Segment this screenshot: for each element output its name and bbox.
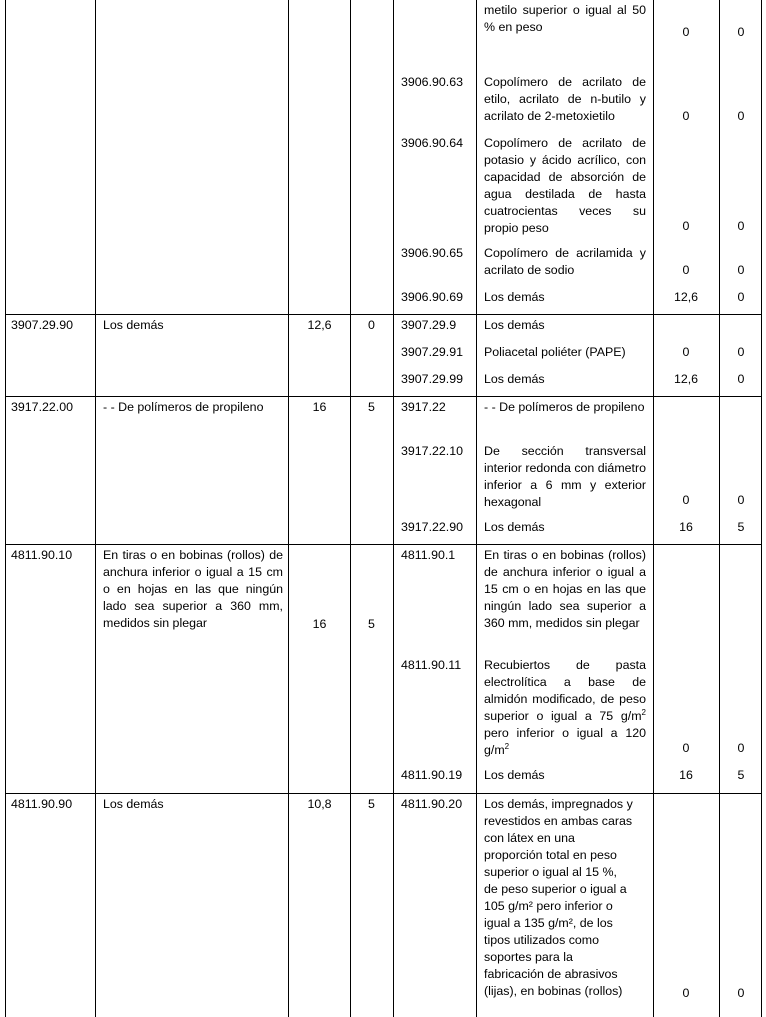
sub-code: 4811.90.1 xyxy=(401,548,456,562)
sub-description: - - De polímeros de propileno xyxy=(484,400,645,414)
sub-description: Los demás xyxy=(484,768,545,782)
desc-line: 105 g/m² pero inferior o xyxy=(484,899,613,913)
sub-rate: 12,6 xyxy=(673,290,699,304)
sub-rate: 0 xyxy=(682,345,690,359)
desc-line: soportes para la xyxy=(484,950,573,964)
grid-line xyxy=(393,0,394,1017)
sub-rate: 0 xyxy=(682,109,690,123)
main-code: 4811.90.10 xyxy=(11,548,73,562)
sub-code: 3906.90.64 xyxy=(401,136,464,150)
desc-line: tipos utilizados como xyxy=(484,933,600,947)
sub-margin: 0 xyxy=(737,493,745,507)
sub-rate: 16 xyxy=(679,520,693,534)
sub-code: 4811.90.11 xyxy=(401,658,462,672)
row-separator xyxy=(5,544,762,545)
main-margin: 5 xyxy=(368,797,375,811)
desc-line: revestidos en ambas caras xyxy=(484,814,633,828)
grid-line xyxy=(476,0,477,1017)
sub-code: 3906.90.65 xyxy=(401,246,464,260)
sub-rate: 0 xyxy=(682,219,690,233)
desc-line: superior o igual al 15 %, xyxy=(484,865,617,879)
desc-text: Recubiertos de pasta electrolítica a base de almidón modificado, de peso superior o igual a 75 xyxy=(484,658,646,723)
main-description: Los demás xyxy=(103,797,164,811)
superscript: 2 xyxy=(504,741,510,751)
sub-code: 3917.22 xyxy=(401,400,446,414)
desc-text: 120 g/m xyxy=(484,726,646,757)
sub-margin: 0 xyxy=(737,109,745,123)
main-rate: 10,8 xyxy=(307,797,332,811)
main-margin: 5 xyxy=(368,617,375,631)
sub-rate: 0 xyxy=(682,986,690,1000)
sub-rate: 0 xyxy=(682,25,690,39)
sub-margin: 0 xyxy=(737,986,745,1000)
superscript: 2 xyxy=(641,707,646,717)
main-description: Los demás xyxy=(103,318,164,332)
sub-code: 3907.29.9 xyxy=(401,318,457,332)
row-separator xyxy=(5,396,762,397)
sub-code: 3907.29.91 xyxy=(401,345,464,359)
grid-line xyxy=(350,0,351,1017)
row-separator xyxy=(5,314,762,315)
grid-line xyxy=(95,0,96,1017)
sub-margin: 0 xyxy=(737,372,745,386)
main-rate: 12,6 xyxy=(307,318,332,332)
sub-margin: 5 xyxy=(737,768,745,782)
main-margin: 0 xyxy=(368,318,375,332)
sub-code: 3906.90.63 xyxy=(401,75,464,89)
sub-code: 3907.29.99 xyxy=(401,372,464,386)
sub-description: En tiras o en bobinas (rollos) de anchura inferior o igual a 15 cm o en hojas en las que ningún lado sea superior a 360 mm, medidos sin plegar xyxy=(484,548,646,630)
desc-line: fabricación de abrasivos xyxy=(484,967,618,981)
sub-margin: 0 xyxy=(737,290,745,304)
main-description: En tiras o en bobinas (rollos) de anchura inferior o igual a 15 cm o en hojas en las que ningún lado sea superior a 360 mm, medidos sin plegar xyxy=(103,548,283,630)
sub-description: Poliacetal poliéter (PAPE) xyxy=(484,345,626,359)
sub-description: metilo superior o igual al 50 % en peso xyxy=(484,3,646,34)
sub-margin: 5 xyxy=(737,520,745,534)
sub-description: Copolímero de acrilamida y acrilato de sodio xyxy=(484,246,646,277)
sub-rate: 16 xyxy=(679,768,693,782)
main-code: 4811.90.90 xyxy=(11,797,73,811)
sub-description: Copolímero de acrilato de etilo, acrilato de n-butilo y acrilato de 2-metoxietilo xyxy=(484,75,646,123)
sub-margin: 0 xyxy=(737,263,745,277)
sub-description: De sección transversal interior redonda con diámetro inferior a 6 mm y exterior hexagonal xyxy=(484,444,646,509)
grid-line xyxy=(719,0,720,1017)
sub-margin: 0 xyxy=(737,219,745,233)
sub-margin: 0 xyxy=(737,345,745,359)
grid-line xyxy=(761,0,762,1017)
sub-code: 3917.22.10 xyxy=(401,444,464,458)
sub-rate: 0 xyxy=(682,741,690,755)
sub-description: Los demás xyxy=(484,290,545,304)
sub-description: Los demás xyxy=(484,520,545,534)
sub-rate: 0 xyxy=(682,263,690,277)
sub-margin: 0 xyxy=(737,741,745,755)
desc-line: igual a 135 g/m², de los xyxy=(484,916,613,930)
main-description: - - De polímeros de propileno xyxy=(103,400,264,414)
main-code: 3917.22.00 xyxy=(11,400,74,414)
sub-code: 4811.90.19 xyxy=(401,768,463,782)
desc-line: proporción total en peso xyxy=(484,848,617,862)
sub-description xyxy=(484,796,646,1000)
desc-text: g/m xyxy=(620,709,642,723)
main-rate: 16 xyxy=(312,617,327,631)
sub-margin: 0 xyxy=(737,25,745,39)
main-margin: 5 xyxy=(368,400,375,414)
grid-line xyxy=(5,0,6,1017)
sub-description xyxy=(484,657,646,759)
row-separator xyxy=(5,793,762,794)
grid-line xyxy=(288,0,289,1017)
sub-code: 3917.22.90 xyxy=(401,520,464,534)
desc-line: Los demás, impregnados y xyxy=(484,797,633,811)
sub-code: 3906.90.69 xyxy=(401,290,464,304)
desc-line: de peso superior o igual a xyxy=(484,882,627,896)
sub-code: 4811.90.20 xyxy=(401,797,463,811)
sub-rate: 12,6 xyxy=(673,372,699,386)
desc-text: pero inferior o igual a xyxy=(484,726,618,740)
desc-line: con látex en una xyxy=(484,831,575,845)
main-rate: 16 xyxy=(312,400,327,414)
sub-description: Copolímero de acrilato de potasio y ácido acrílico, con capacidad de absorción de agua destilada de hasta cuatrocientas veces su propio peso xyxy=(484,136,646,235)
main-code: 3907.29.90 xyxy=(11,318,74,332)
sub-rate: 0 xyxy=(682,493,690,507)
sub-description: Los demás xyxy=(484,318,545,332)
sub-description: Los demás xyxy=(484,372,545,386)
desc-line: (lijas), en bobinas (rollos) xyxy=(484,984,623,998)
